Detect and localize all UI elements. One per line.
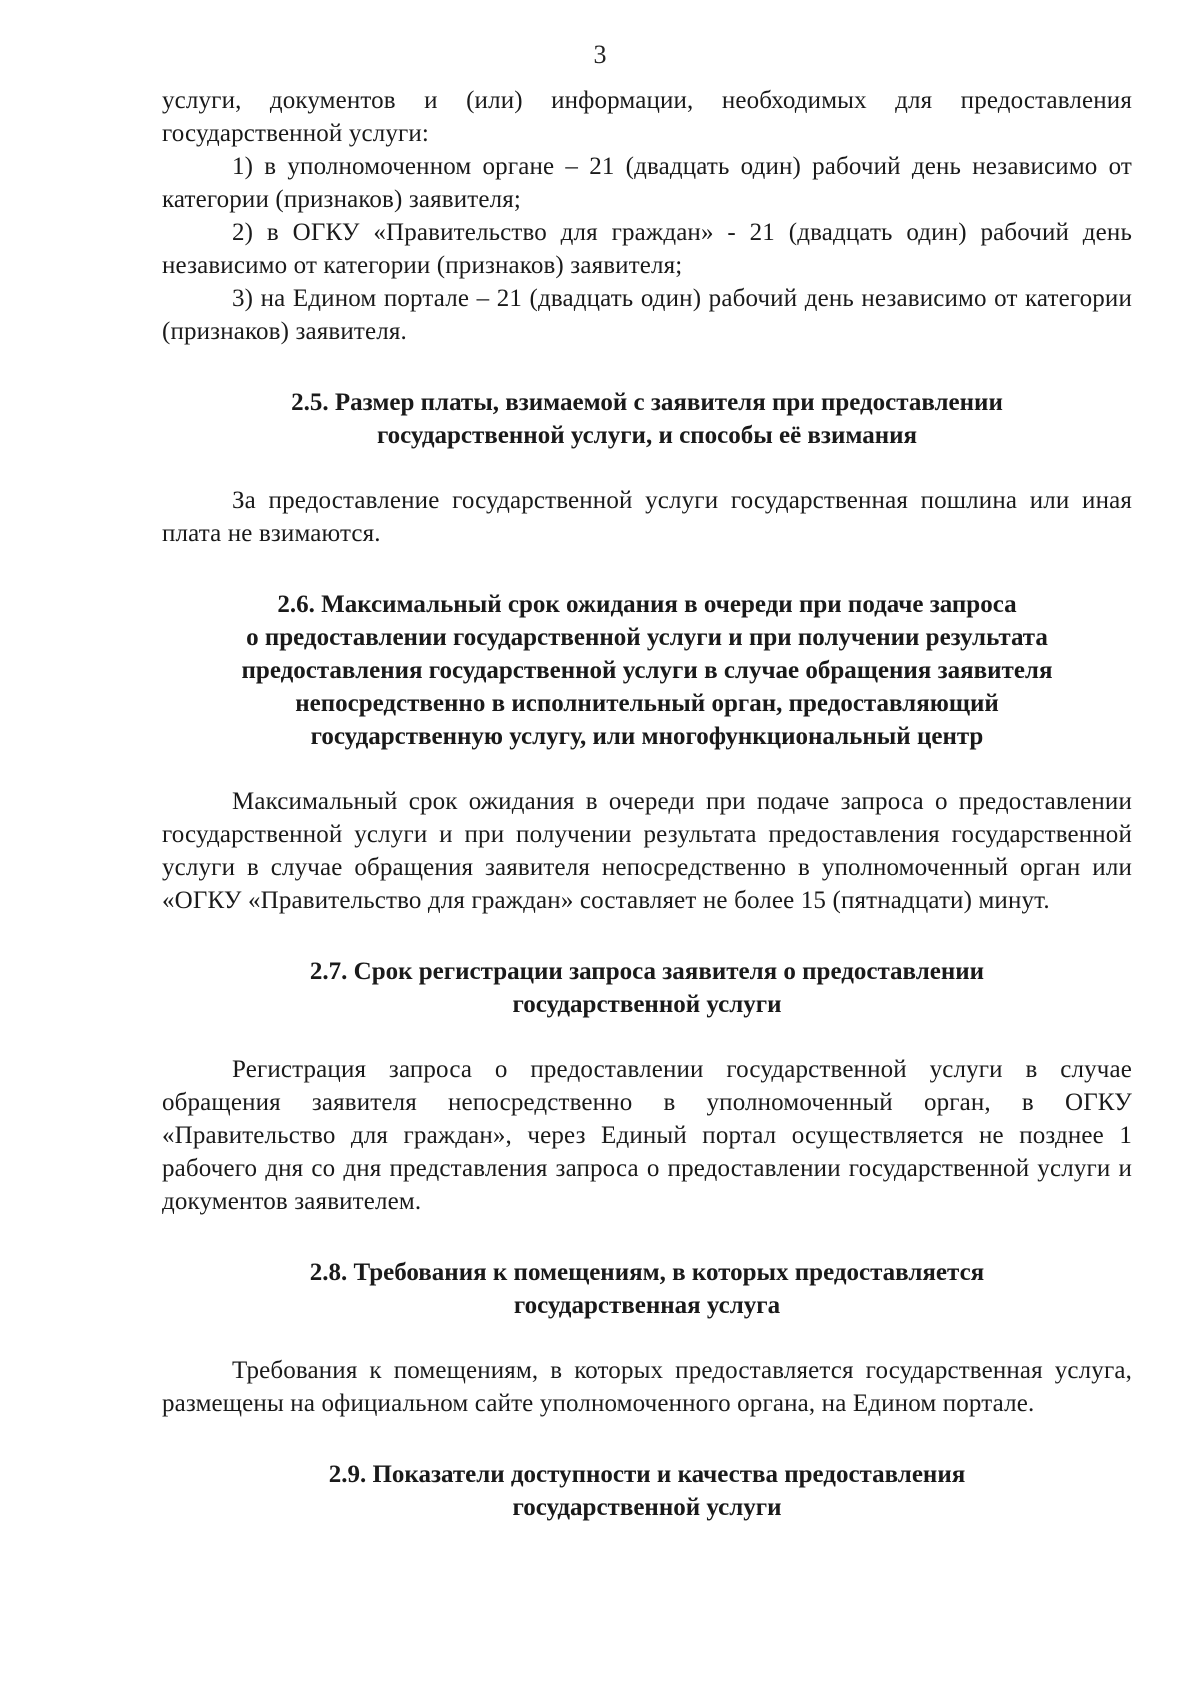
section-2-6-paragraph: Максимальный срок ожидания в очереди при подаче запроса о предоставлении государственной услуги и при получении результата предоставления государственной услуги в случае обращения заявителя непосредственно в уполномоченный орган или «ОГКУ «Правительство для граждан» составляет не более 15 (пятнадцати) минут.: [162, 788, 1132, 914]
list-item-3: 3) на Едином портале – 21 (двадцать один) рабочий день независимо от категории (признаков) заявителя.: [162, 285, 1132, 345]
section-heading-2-9: 2.9. Показатели доступности и качества предоставления государственной услуги: [328, 1461, 966, 1521]
section-heading-2-7: 2.7. Срок регистрации запроса заявителя о предоставлении государственной услуги: [309, 958, 985, 1018]
page-number: 3: [593, 40, 607, 69]
section-2-5-paragraph: За предоставление государственной услуги государственная пошлина или иная плата не взимаются.: [162, 487, 1132, 547]
paragraph-continuation: услуги, документов и (или) информации, необходимых для предоставления государственной услуги:: [162, 87, 1132, 147]
list-item-2: 2) в ОГКУ «Правительство для граждан» - 21 (двадцать один) рабочий день независимо от категории (признаков) заявителя;: [162, 219, 1132, 279]
section-2-8-paragraph: Требования к помещениям, в которых предоставляется государственная услуга, размещены на официальном сайте уполномоченного органа, на Едином портале.: [162, 1357, 1132, 1417]
section-heading-2-6: 2.6. Максимальный срок ожидания в очереди при подаче запроса о предоставлении государственной услуги и при получении результата предоставления государственной услуги в случае обращения заявителя непосредственно в исполнительный орган, предоставляющий государственную услугу, или многофункциональный центр: [241, 591, 1053, 750]
list-item-1: 1) в уполномоченном органе – 21 (двадцать один) рабочий день независимо от категории (признаков) заявителя;: [162, 153, 1132, 213]
section-2-7-paragraph: Регистрация запроса о предоставлении государственной услуги в случае обращения заявителя непосредственно в уполномоченный орган, в ОГКУ «Правительство для граждан», через Единый портал осуществляется не позднее 1 рабочего дня со дня представления запроса о предоставлении государственной услуги и документов заявителем.: [162, 1056, 1132, 1215]
section-heading-2-5: 2.5. Размер платы, взимаемой с заявителя при предоставлении государственной услуги, и способы её взимания: [291, 389, 1003, 449]
document-body: [162, 84, 1132, 1524]
section-heading-2-8: 2.8. Требования к помещениям, в которых предоставляется государственная услуга: [309, 1259, 985, 1319]
